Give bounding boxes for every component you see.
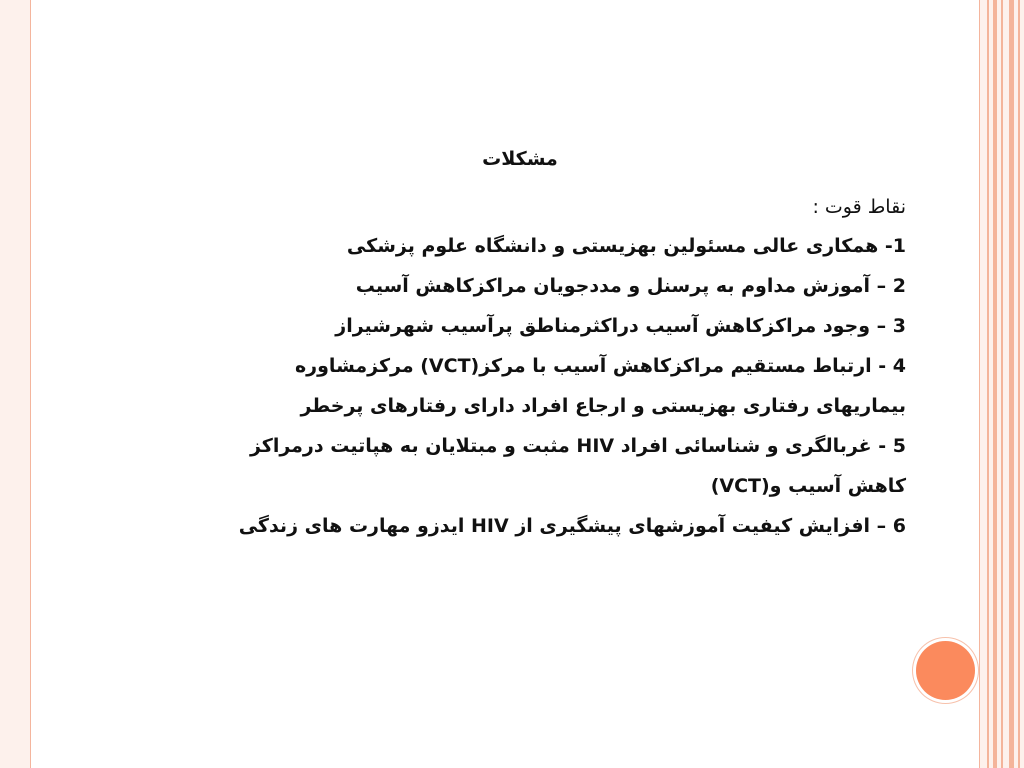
content-line-1: 1- همکاری عالی مسئولین بهزیستی و دانشگاه علوم پزشکی: [346, 235, 906, 257]
slide-title: مشکلات: [482, 148, 558, 170]
content-line-4: 4 - ارتباط مستقیم مراکزکاهش آسیب با مرکز(VCT) مرکزمشاوره: [294, 355, 906, 377]
decorative-stripe: [1001, 0, 1003, 768]
content-line-2: 2 – آموزش مداوم به پرسنل و مددجویان مراکزکاهش آسیب: [355, 275, 906, 297]
decorative-stripe: [1009, 0, 1014, 768]
content-line-8: 6 – افزایش کیفیت آموزشهای پیشگیری از HIV ایدزو مهارت های زندگی: [238, 515, 906, 537]
decorative-stripe: [1018, 0, 1020, 768]
content-line-3: 3 – وجود مراکزکاهش آسیب دراکثرمناطق پرآسیب شهرشیراز: [335, 315, 906, 337]
decorative-stripe: [993, 0, 997, 768]
decorative-circle: [916, 641, 975, 700]
slide-content: [166, 188, 906, 546]
content-line-5: بیماریهای رفتاری بهزیستی و ارجاع افراد دارای رفتارهای پرخطر: [300, 395, 906, 417]
decorative-stripe: [987, 0, 989, 768]
content-line-6: 5 - غربالگری و شناسائی افراد HIV مثبت و مبتلایان به هپاتیت درمراکز: [249, 435, 906, 457]
content-line-7: کاهش آسیب و(VCT): [710, 475, 906, 497]
slide-subtitle: نقاط قوت :: [812, 196, 906, 218]
